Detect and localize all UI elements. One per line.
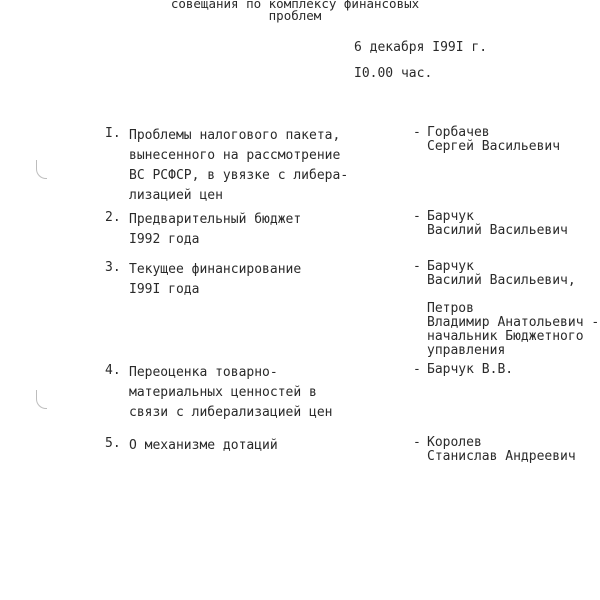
- topic-line: лизацией цен: [129, 188, 223, 203]
- responsible-line: Василий Васильевич: [427, 223, 568, 238]
- topic-line: ВС РСФСР, в увязке с либера-: [129, 168, 349, 183]
- item-topic: [129, 126, 369, 206]
- responsible-line: Барчук В.В.: [427, 362, 514, 377]
- topic-line: I99I года: [129, 282, 200, 297]
- responsible-line: Барчук: [427, 209, 474, 224]
- item-topic: [129, 210, 369, 250]
- item-topic: [129, 363, 369, 423]
- item-topic: [129, 436, 369, 456]
- meeting-time: I0.00 час.: [354, 66, 433, 81]
- title-line: совещания по комплексу финансовых: [170, 0, 420, 11]
- topic-line: вынесенного на рассмотрение: [129, 148, 341, 163]
- topic-line: Текущее финансирование: [129, 262, 302, 277]
- topic-line: Проблемы налогового пакета,: [129, 128, 341, 143]
- dash: -: [413, 125, 421, 140]
- topic-line: Переоценка товарно-: [129, 365, 278, 380]
- responsible-line: Владимир Анатольевич -: [427, 315, 600, 330]
- topic-line: материальных ценностей в: [129, 385, 317, 400]
- topic-line: связи с либерализацией цен: [129, 405, 333, 420]
- dash: -: [413, 362, 421, 377]
- responsible-line: Петров: [427, 301, 474, 316]
- topic-line: О механизме дотаций: [129, 438, 278, 453]
- responsible-line: Горбачев: [427, 125, 490, 140]
- item-number: 3.: [105, 260, 121, 275]
- dash: -: [413, 209, 421, 224]
- responsible-line: Василий Васильевич,: [427, 273, 576, 288]
- meeting-date: 6 декабря I99I г.: [354, 40, 488, 55]
- responsible-line: управления: [427, 343, 506, 358]
- item-topic: [129, 260, 369, 300]
- responsible-line: Барчук: [427, 259, 474, 274]
- binding-mark: [36, 160, 47, 179]
- responsible-line: Королев: [427, 435, 482, 450]
- responsible-line: Станислав Андреевич: [427, 449, 576, 464]
- responsible-line: Сергей Васильевич: [427, 139, 561, 154]
- topic-line: I992 года: [129, 232, 200, 247]
- responsible-line: начальник Бюджетного: [427, 329, 584, 344]
- item-number: 4.: [105, 363, 121, 378]
- document-title: [150, 0, 440, 22]
- item-number: I.: [105, 126, 121, 141]
- item-number: 2.: [105, 210, 121, 225]
- title-line: проблем: [268, 8, 322, 23]
- topic-line: Предварительный бюджет: [129, 212, 302, 227]
- dash: -: [413, 435, 421, 450]
- dash: -: [413, 259, 421, 274]
- binding-mark: [36, 390, 47, 409]
- item-number: 5.: [105, 436, 121, 451]
